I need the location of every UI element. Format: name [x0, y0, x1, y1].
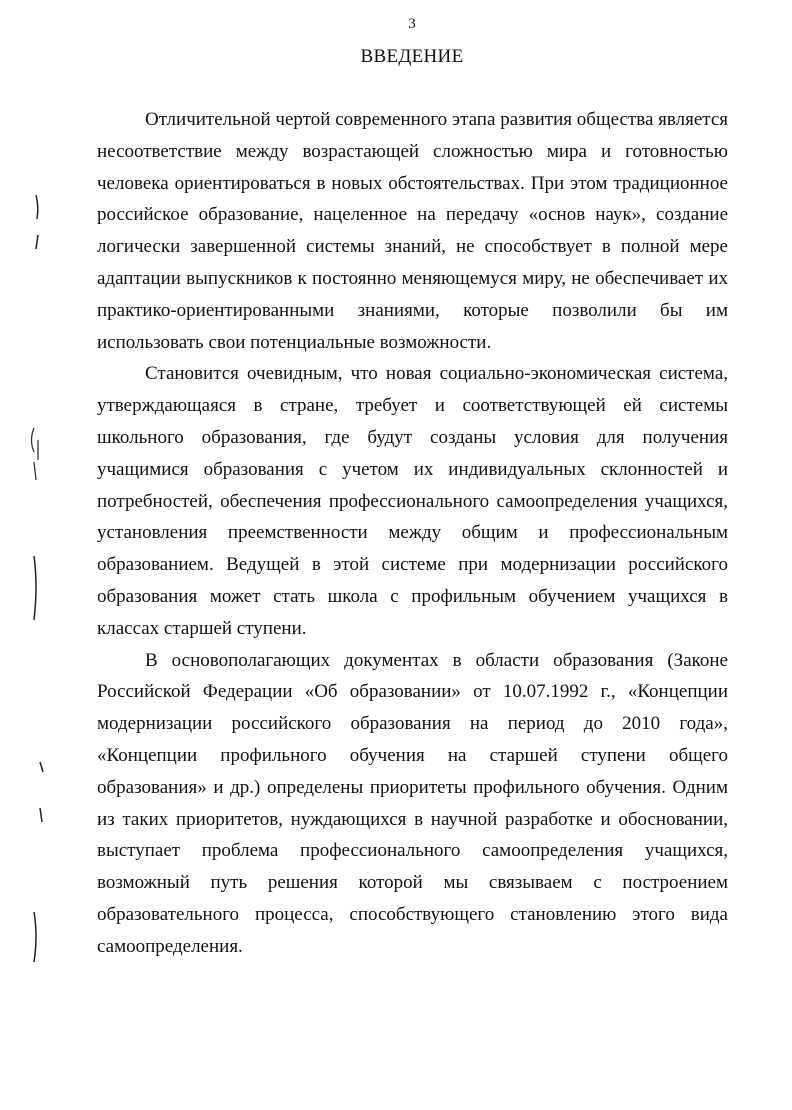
text-line: адаптации выпускников к постоянно меняющемуся миру, не обеспечивает их — [97, 267, 728, 289]
text-line: человека ориентироваться в новых обстоятельствах. При этом традиционное — [97, 172, 728, 194]
text-line: практико-ориентированными знаниями, которые позволили бы им — [97, 299, 728, 321]
text-line: образовательного процесса, способствующего становлению этого вида — [97, 903, 728, 925]
text-line: «Концепции профильного обучения на старшей ступени общего — [97, 744, 728, 766]
text-line: учащимися образования с учетом их индивидуальных склонностей и — [97, 458, 728, 480]
text-line: из таких приоритетов, нуждающихся в научной разработке и обосновании, — [97, 808, 728, 830]
text-line: Становится очевидным, что новая социально-экономическая система, — [145, 363, 728, 385]
text-line: логически завершенной системы знаний, не способствует в полной мере — [97, 236, 728, 258]
text-line: модернизации российского образования на период до 2010 года», — [97, 713, 728, 735]
text-line: несоответствие между возрастающей сложностью мира и готовностью — [97, 140, 728, 162]
page-number: 3 — [408, 16, 416, 32]
text-line: выступает проблема профессионального самоопределения учащихся, — [97, 840, 728, 862]
scan-margin-marks-icon — [0, 0, 60, 1110]
text-line: образованием. Ведущей в этой системе при модернизации российского — [97, 554, 728, 576]
body-text — [97, 104, 728, 963]
text-line: классах старшей ступени. — [97, 617, 307, 639]
page-title: ВВЕДЕНИЕ — [360, 46, 464, 67]
text-line: потребностей, обеспечения профессионального самоопределения учащихся, — [97, 490, 728, 512]
text-line: российское образование, нацеленное на передачу «основ наук», создание — [97, 204, 728, 226]
text-line: В основополагающих документах в области образования (Законе — [145, 649, 728, 671]
text-line: использовать свои потенциальные возможности. — [97, 331, 492, 353]
text-line: образования может стать школа с профильным обучением учащихся в — [97, 585, 728, 607]
text-line: установления преемственности между общим и профессиональным — [97, 522, 728, 544]
text-line: образования» и др.) определены приоритеты профильного обучения. Одним — [97, 776, 728, 798]
text-line: Российской Федерации «Об образовании» от 10.07.1992 г., «Концепции — [97, 681, 728, 703]
text-line: утверждающаяся в стране, требует и соответствующей ей системы — [97, 395, 728, 417]
text-line: школьного образования, где будут созданы условия для получения — [97, 426, 728, 448]
text-line: самоопределения. — [97, 935, 243, 957]
text-line: возможный путь решения которой мы связываем с построением — [97, 872, 728, 894]
text-line: Отличительной чертой современного этапа развития общества является — [145, 109, 728, 130]
